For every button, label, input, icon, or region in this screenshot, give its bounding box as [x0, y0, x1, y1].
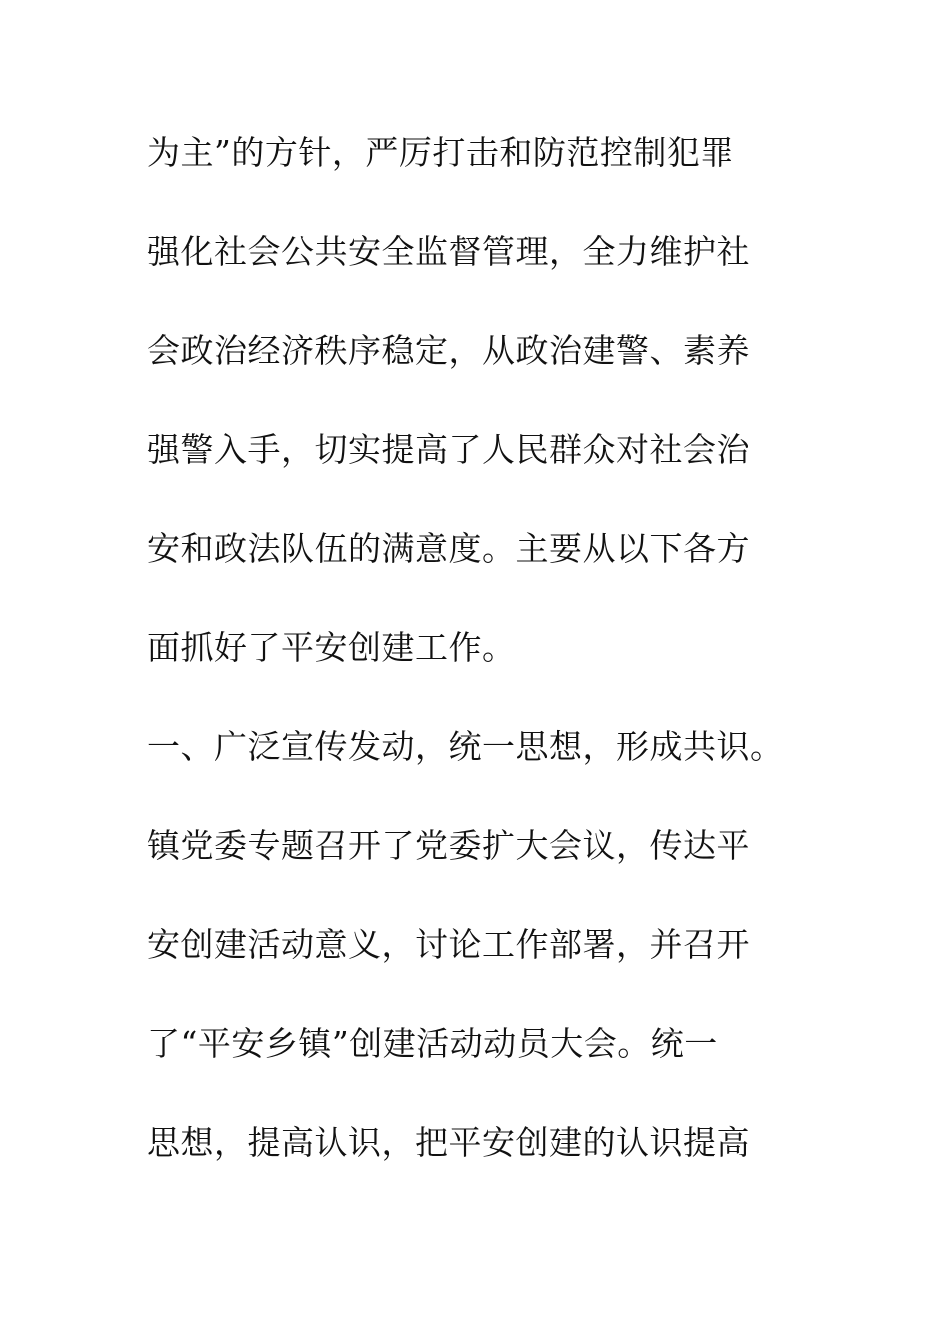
- text-line: 会政治经济秩序稳定，从政治建警、素养: [147, 331, 750, 370]
- section-heading: 一、广泛宣传发动，统一思想，形成共识。: [147, 727, 784, 766]
- text-line: 安和政法队伍的满意度。主要从以下各方: [147, 529, 750, 568]
- text-line: 强警入手，切实提高了人民群众对社会治: [147, 430, 750, 469]
- body-text: [147, 120, 807, 1209]
- text-line: 思想，提高认识，把平安创建的认识提高: [147, 1123, 750, 1162]
- text-line: 为主”的方针，严厉打击和防范控制犯罪: [147, 133, 734, 172]
- text-line: 面抓好了平安创建工作。: [147, 628, 516, 667]
- text-line: 了“平安乡镇”创建活动动员大会。统一: [147, 1024, 718, 1063]
- text-line: 强化社会公共安全监督管理，全力维护社: [147, 232, 750, 271]
- text-line: 安创建活动意义，讨论工作部署，并召开: [147, 925, 750, 964]
- text-line: 镇党委专题召开了党委扩大会议，传达平: [147, 826, 750, 865]
